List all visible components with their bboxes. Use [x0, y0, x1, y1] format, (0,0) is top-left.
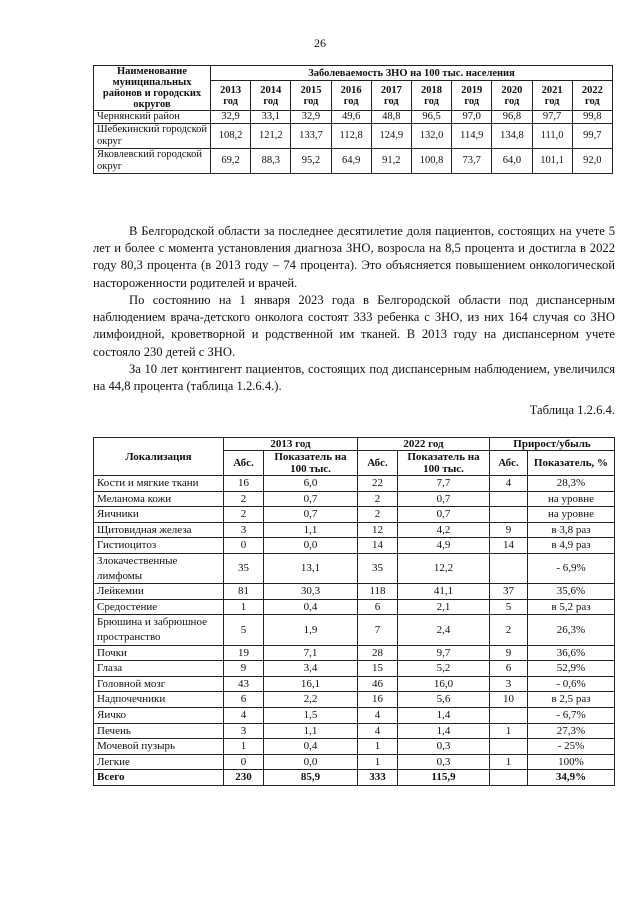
incidence-value: 112,8 [331, 124, 371, 149]
table-row [94, 553, 615, 583]
table-row [94, 149, 613, 174]
header-2022: 2022 год [358, 438, 490, 451]
growth-abs: 14 [490, 538, 528, 554]
abs-2013: 0 [224, 754, 264, 770]
incidence-value: 124,9 [371, 124, 411, 149]
localization-name: Гистиоцитоз [94, 538, 224, 554]
abs-2022: 2 [358, 507, 398, 523]
incidence-value: 134,8 [492, 124, 532, 149]
table-row [94, 723, 615, 739]
abs-2013: 4 [224, 707, 264, 723]
year-header: 2022 год [572, 81, 612, 111]
incidence-value: 121,2 [251, 124, 291, 149]
incidence-value: 91,2 [371, 149, 411, 174]
growth-pct: 28,3% [528, 476, 615, 492]
abs-2022: 28 [358, 645, 398, 661]
incidence-value: 49,6 [331, 111, 371, 124]
year-header: 2013 год [211, 81, 251, 111]
localization-table [93, 437, 615, 786]
growth-abs [490, 739, 528, 755]
year-header: 2019 год [452, 81, 492, 111]
abs-2022: 22 [358, 476, 398, 492]
growth-pct: - 6,9% [528, 553, 615, 583]
table-row [94, 692, 615, 708]
rate-2022: 0,7 [398, 491, 490, 507]
abs-2013: 81 [224, 584, 264, 600]
table-row [94, 476, 615, 492]
incidence-value: 32,9 [291, 111, 331, 124]
year-header: 2021 год [532, 81, 572, 111]
rate-2013: 1,5 [264, 707, 358, 723]
abs-2022: 1 [358, 754, 398, 770]
table-row [94, 111, 613, 124]
growth-pct: 52,9% [528, 661, 615, 677]
rate-2022: 7,7 [398, 476, 490, 492]
abs-2013: 3 [224, 723, 264, 739]
abs-2022: 333 [358, 770, 398, 786]
rate-2022: 9,7 [398, 645, 490, 661]
rate-2013: 3,4 [264, 661, 358, 677]
abs-2013: 1 [224, 599, 264, 615]
localization-name: Лейкемии [94, 584, 224, 600]
rate-2022: 1,4 [398, 723, 490, 739]
growth-pct: 34,9% [528, 770, 615, 786]
growth-pct: - 6,7% [528, 707, 615, 723]
abs-2022: 12 [358, 522, 398, 538]
abs-2022: 4 [358, 707, 398, 723]
abs-2022: 1 [358, 739, 398, 755]
sub-abs: Абс. [358, 451, 398, 476]
growth-pct: в 4,9 раз [528, 538, 615, 554]
growth-pct: 35,6% [528, 584, 615, 600]
year-header: 2016 год [331, 81, 371, 111]
growth-abs: 10 [490, 692, 528, 708]
paragraph-3: За 10 лет контингент пациентов, состоящих под диспансерным наблюдением, увеличился на 44,8 процента (таблица 1.2.6.4.). [93, 362, 615, 394]
year-header: 2014 год [251, 81, 291, 111]
rate-2022: 5,6 [398, 692, 490, 708]
growth-pct: на уровне [528, 491, 615, 507]
rate-2022: 2,4 [398, 615, 490, 645]
incidence-value: 32,9 [211, 111, 251, 124]
sub-pct: Показатель, % [528, 451, 615, 476]
year-header: 2018 год [411, 81, 451, 111]
growth-abs: 1 [490, 723, 528, 739]
localization-name: Головной мозг [94, 676, 224, 692]
localization-name: Мочевой пузырь [94, 739, 224, 755]
growth-abs: 37 [490, 584, 528, 600]
sub-abs: Абс. [224, 451, 264, 476]
growth-pct: в 2,5 раз [528, 692, 615, 708]
rate-2022: 16,0 [398, 676, 490, 692]
growth-abs: 1 [490, 754, 528, 770]
growth-pct: 27,3% [528, 723, 615, 739]
table-row [94, 754, 615, 770]
header-group: Заболеваемость ЗНО на 100 тыс. населения [211, 66, 613, 81]
abs-2013: 230 [224, 770, 264, 786]
district-name: Яковлевский городской округ [94, 149, 211, 174]
incidence-value: 97,7 [532, 111, 572, 124]
incidence-value: 69,2 [211, 149, 251, 174]
incidence-value: 48,8 [371, 111, 411, 124]
abs-2013: 35 [224, 553, 264, 583]
year-header: 2020 год [492, 81, 532, 111]
header-name: Наименование муниципальных районов и городских округов [94, 66, 211, 111]
growth-pct: 36,6% [528, 645, 615, 661]
abs-2013: 43 [224, 676, 264, 692]
rate-2022: 115,9 [398, 770, 490, 786]
district-name: Шебекинский городской округ [94, 124, 211, 149]
abs-2022: 35 [358, 553, 398, 583]
incidence-value: 114,9 [452, 124, 492, 149]
rate-2022: 0,7 [398, 507, 490, 523]
localization-name: Злокачественные лимфомы [94, 553, 224, 583]
abs-2013: 2 [224, 507, 264, 523]
abs-2022: 6 [358, 599, 398, 615]
incidence-value: 88,3 [251, 149, 291, 174]
rate-2022: 2,1 [398, 599, 490, 615]
sub-rate: Показатель на 100 тыс. [398, 451, 490, 476]
rate-2022: 41,1 [398, 584, 490, 600]
growth-abs [490, 507, 528, 523]
header-localization: Локализация [94, 438, 224, 476]
rate-2022: 4,9 [398, 538, 490, 554]
incidence-value: 101,1 [532, 149, 572, 174]
growth-pct: - 0,6% [528, 676, 615, 692]
table-row [94, 615, 615, 645]
table-row [94, 584, 615, 600]
incidence-value: 33,1 [251, 111, 291, 124]
table-row [94, 124, 613, 149]
incidence-value: 108,2 [211, 124, 251, 149]
growth-abs [490, 770, 528, 786]
growth-pct: в 5,2 раз [528, 599, 615, 615]
incidence-value: 92,0 [572, 149, 612, 174]
table-row [94, 661, 615, 677]
rate-2013: 13,1 [264, 553, 358, 583]
table-row [94, 507, 615, 523]
growth-abs [490, 553, 528, 583]
rate-2013: 1,9 [264, 615, 358, 645]
abs-2022: 16 [358, 692, 398, 708]
incidence-table [93, 65, 613, 174]
rate-2013: 0,7 [264, 491, 358, 507]
page-number: 26 [314, 36, 326, 50]
abs-2022: 15 [358, 661, 398, 677]
localization-name: Кости и мягкие ткани [94, 476, 224, 492]
year-header: 2017 год [371, 81, 411, 111]
localization-name: Брюшина и забрюшное пространство [94, 615, 224, 645]
table-caption: Таблица 1.2.6.4. [529, 403, 615, 417]
incidence-value: 133,7 [291, 124, 331, 149]
table-row [94, 707, 615, 723]
table-row [94, 676, 615, 692]
rate-2013: 0,4 [264, 599, 358, 615]
rate-2013: 6,0 [264, 476, 358, 492]
sub-rate: Показатель на 100 тыс. [264, 451, 358, 476]
growth-pct: 26,3% [528, 615, 615, 645]
abs-2022: 2 [358, 491, 398, 507]
rate-2013: 0,0 [264, 538, 358, 554]
localization-name: Яичники [94, 507, 224, 523]
incidence-value: 64,9 [331, 149, 371, 174]
district-name: Чернянский район [94, 111, 211, 124]
growth-abs [490, 491, 528, 507]
localization-name: Легкие [94, 754, 224, 770]
abs-2013: 0 [224, 538, 264, 554]
header-2013: 2013 год [224, 438, 358, 451]
abs-2022: 14 [358, 538, 398, 554]
localization-name: Всего [94, 770, 224, 786]
abs-2022: 118 [358, 584, 398, 600]
rate-2013: 16,1 [264, 676, 358, 692]
rate-2022: 0,3 [398, 754, 490, 770]
incidence-value: 96,8 [492, 111, 532, 124]
localization-name: Щитовидная железа [94, 522, 224, 538]
rate-2013: 0,7 [264, 507, 358, 523]
paragraph-1: В Белгородской области за последнее десятилетие доля пациентов, состоящих на учете 5 лет и более с момента установления диагноза ЗНО, возросла на 8,5 процента и достигла в 2022 году 80,3 процента (в 2013 году – 74 процента). Это объясняется повышением онкологической настороженности родителей и врачей. [93, 224, 615, 290]
abs-2013: 9 [224, 661, 264, 677]
table-row [94, 645, 615, 661]
incidence-value: 132,0 [411, 124, 451, 149]
rate-2022: 4,2 [398, 522, 490, 538]
sub-abs: Абс. [490, 451, 528, 476]
abs-2013: 3 [224, 522, 264, 538]
incidence-value: 99,8 [572, 111, 612, 124]
localization-name: Средостение [94, 599, 224, 615]
incidence-value: 97,0 [452, 111, 492, 124]
growth-abs: 5 [490, 599, 528, 615]
rate-2022: 0,3 [398, 739, 490, 755]
localization-name: Яичко [94, 707, 224, 723]
growth-abs [490, 707, 528, 723]
rate-2022: 5,2 [398, 661, 490, 677]
growth-abs: 4 [490, 476, 528, 492]
rate-2013: 1,1 [264, 723, 358, 739]
growth-pct: на уровне [528, 507, 615, 523]
incidence-value: 99,7 [572, 124, 612, 149]
rate-2013: 2,2 [264, 692, 358, 708]
growth-pct: - 25% [528, 739, 615, 755]
table-row [94, 739, 615, 755]
growth-abs: 9 [490, 645, 528, 661]
table-row [94, 522, 615, 538]
abs-2022: 7 [358, 615, 398, 645]
table-row [94, 538, 615, 554]
rate-2022: 1,4 [398, 707, 490, 723]
growth-abs: 3 [490, 676, 528, 692]
incidence-value: 100,8 [411, 149, 451, 174]
abs-2013: 2 [224, 491, 264, 507]
growth-abs: 2 [490, 615, 528, 645]
growth-abs: 9 [490, 522, 528, 538]
abs-2013: 19 [224, 645, 264, 661]
rate-2022: 12,2 [398, 553, 490, 583]
incidence-value: 111,0 [532, 124, 572, 149]
paragraph-2: По состоянию на 1 января 2023 года в Белгородской области под диспансерным наблюдением врача-детского онколога состоят 333 ребенка с ЗНО, из них 164 случая со ЗНО лимфоидной, кроветворной и родственной им тканей. В 2013 году на диспансерном учете состояло 230 детей с ЗНО. [93, 293, 615, 359]
abs-2022: 46 [358, 676, 398, 692]
incidence-value: 95,2 [291, 149, 331, 174]
growth-abs: 6 [490, 661, 528, 677]
localization-name: Почки [94, 645, 224, 661]
rate-2013: 0,0 [264, 754, 358, 770]
rate-2013: 85,9 [264, 770, 358, 786]
header-growth: Прирост/убыль [490, 438, 615, 451]
growth-pct: в 3,8 раз [528, 522, 615, 538]
incidence-value: 73,7 [452, 149, 492, 174]
abs-2013: 16 [224, 476, 264, 492]
table-row [94, 599, 615, 615]
localization-name: Печень [94, 723, 224, 739]
localization-name: Глаза [94, 661, 224, 677]
abs-2013: 1 [224, 739, 264, 755]
table-row [94, 770, 615, 786]
rate-2013: 30,3 [264, 584, 358, 600]
year-header: 2015 год [291, 81, 331, 111]
rate-2013: 1,1 [264, 522, 358, 538]
table-row [94, 491, 615, 507]
abs-2013: 5 [224, 615, 264, 645]
rate-2013: 7,1 [264, 645, 358, 661]
incidence-value: 64,0 [492, 149, 532, 174]
abs-2013: 6 [224, 692, 264, 708]
localization-name: Надпочечники [94, 692, 224, 708]
incidence-value: 96,5 [411, 111, 451, 124]
localization-name: Меланома кожи [94, 491, 224, 507]
growth-pct: 100% [528, 754, 615, 770]
abs-2022: 4 [358, 723, 398, 739]
rate-2013: 0,4 [264, 739, 358, 755]
